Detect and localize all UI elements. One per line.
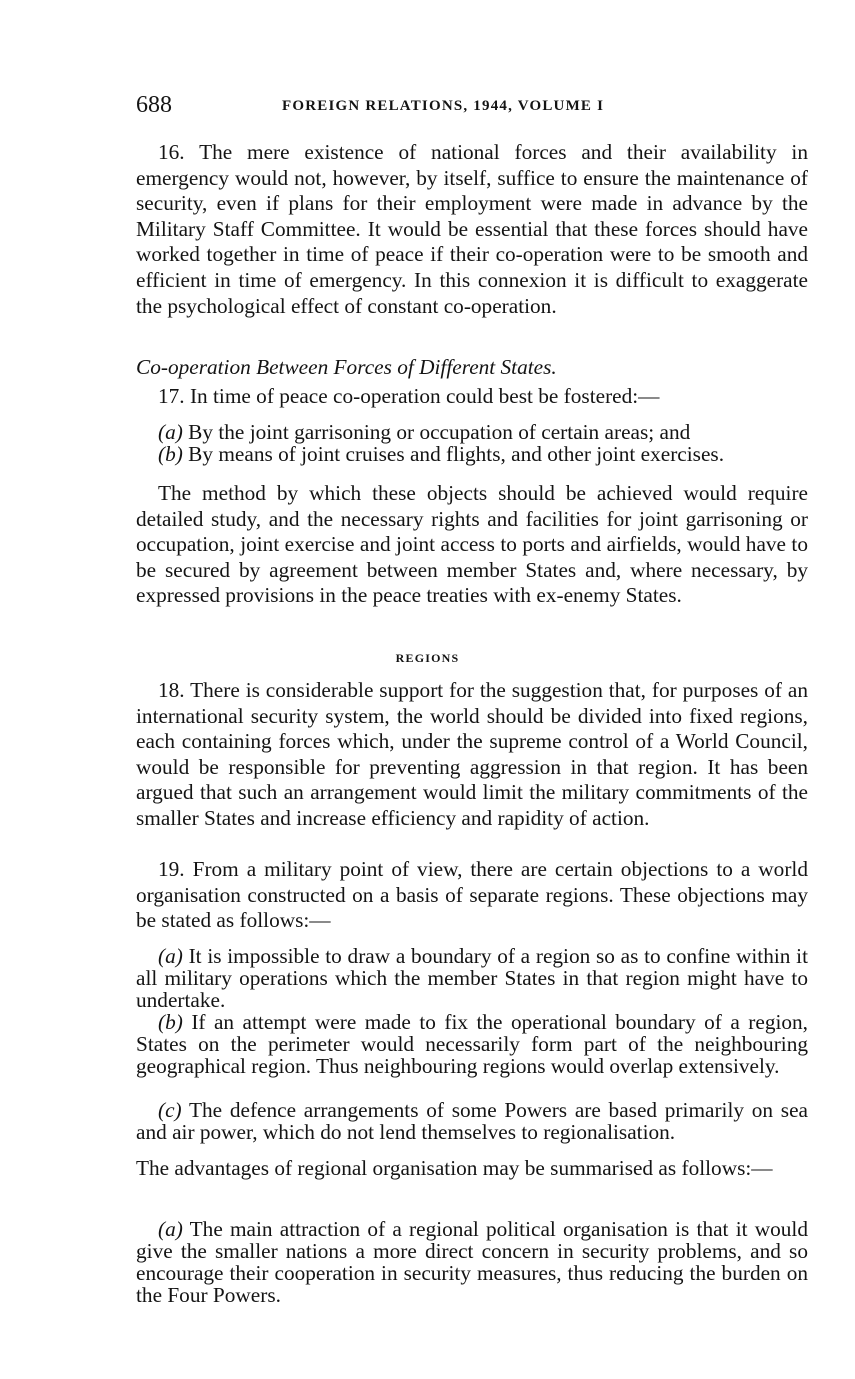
list-item-17b [136, 443, 808, 465]
list-marker: (a) [158, 1217, 183, 1241]
list-item-text: By means of joint cruises and flights, and other joint exercises. [188, 442, 725, 466]
list-marker: (c) [158, 1098, 182, 1122]
list-item-19c [136, 1099, 808, 1143]
running-head: FOREIGN RELATIONS, 1944, VOLUME I [282, 98, 605, 114]
list-marker: (a) [158, 944, 183, 968]
list-marker: (b) [158, 1010, 183, 1034]
list-item-adv-a [136, 1218, 808, 1306]
list-marker: (b) [158, 442, 183, 466]
paragraph-16: 16. The mere existence of national forces and their availability in emergency would not, however, by itself, suffice to ensure the maintenance of security, even if plans for their employment were made in advance by the Military Staff Committee. It would be essential that these forces should have worked together in time of peace if their co-operation were to be smooth and efficient in time of emergency. In this connexion it is difficult to exaggerate the psychological effect of constant co-operation. [136, 140, 808, 318]
list-marker: (a) [158, 420, 183, 444]
list-item-19b [136, 1011, 808, 1077]
paragraph-19: 19. From a military point of view, there are certain objections to a world organisation constructed on a basis of separate regions. These objections may be stated as follows:— [136, 857, 808, 933]
paragraph-17-continued: The method by which these objects should be achieved would require detailed study, and the necessary rights and facilities for joint garrisoning or occupation, joint exercise and joint access to ports and airfields, would have to be secured by agreement between member States and, where necessary, by expressed provisions in the peace treaties with ex-enemy States. [136, 481, 808, 608]
list-item-17a [136, 421, 808, 443]
paragraph-18: 18. There is considerable support for the suggestion that, for purposes of an international security system, the world should be divided into fixed regions, each containing forces which, under the supreme control of a World Council, would be responsible for preventing aggression in that region. It has been argued that such an arrangement would limit the military commitments of the smaller States and increase efficiency and rapidity of action. [136, 678, 808, 830]
page-number: 688 [136, 92, 172, 118]
list-item-text: If an attempt were made to fix the operational boundary of a region, States on the perimeter would necessarily form part of the neighbouring geographical region. Thus neighbouring regions would overlap extensively. [136, 1010, 809, 1078]
section-heading-regions: REGIONS [395, 651, 460, 665]
list-item-text: The defence arrangements of some Powers are based primarily on sea and air power, which do not lend themselves to regionalisation. [136, 1098, 808, 1144]
list-item-text: It is impossible to draw a boundary of a region so as to confine within it all military operations which the member States in that region might have to undertake. [136, 944, 808, 1012]
list-item-19a [136, 945, 808, 1011]
subheading-cooperation: Co-operation Between Forces of Different States. [136, 355, 557, 379]
advantages-intro: The advantages of regional organisation may be summarised as follows:— [136, 1156, 773, 1180]
page-header [136, 92, 808, 122]
list-item-text: By the joint garrisoning or occupation of certain areas; and [188, 420, 691, 444]
list-item-text: The main attraction of a regional political organisation is that it would give the smaller nations a more direct concern in security problems, and so encourage their cooperation in security measures, thus reducing the burden on the Four Powers. [136, 1217, 808, 1307]
paragraph-17: 17. In time of peace co-operation could best be fostered:— [158, 384, 660, 408]
